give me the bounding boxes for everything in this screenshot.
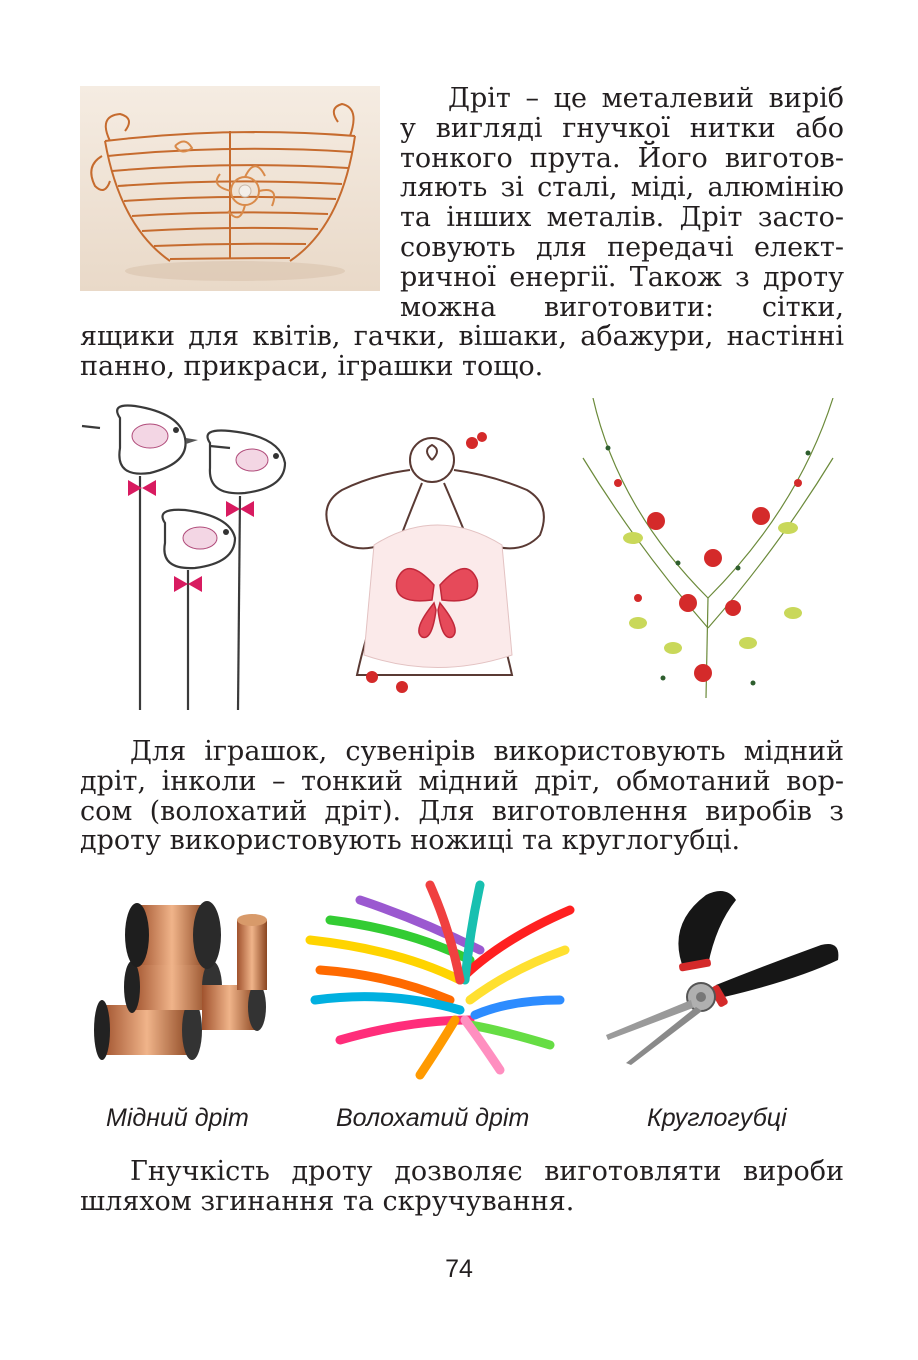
paragraph-flexibility xyxy=(80,1157,844,1217)
text-line: тонкого прута. Його виготов- xyxy=(400,142,844,174)
text-line: можна виготовити: сітки, xyxy=(400,291,844,323)
copper-wire-spools-photo xyxy=(92,885,280,1070)
wire-angel-photo xyxy=(312,405,564,700)
text-line: та інших металів. Дріт засто- xyxy=(400,202,844,234)
round-nose-pliers-photo xyxy=(596,885,842,1070)
wire-basket-photo xyxy=(80,86,380,291)
wire-birds-photo xyxy=(80,398,300,710)
caption-pliers: Круглогубці xyxy=(647,1104,787,1132)
page-number: 74 xyxy=(445,1255,473,1283)
caption-fluffy-wire: Волохатий дріт xyxy=(336,1104,530,1132)
text-line: ляють зі сталі, міді, алюмінію xyxy=(400,172,844,204)
text-line: у вигляді гнучкої нитки або xyxy=(400,112,844,144)
fluffy-wire-photo xyxy=(300,880,577,1080)
text-line: совують для передачі елект- xyxy=(400,231,844,263)
text-line: Гнучкість дроту дозволяє виготовляти вироби xyxy=(130,1156,844,1187)
text-line: дріт, інколи – тонкий мідний дріт, обмотаний вор- xyxy=(80,765,844,797)
wire-necklace-photo xyxy=(578,398,840,710)
paragraph-tools xyxy=(80,737,844,856)
text-line: сом (волохатий дріт). Для виготовлення виробів з xyxy=(80,795,844,827)
text-line: панно, прикраси, іграшки тощо. xyxy=(80,350,544,382)
text-line: Для іграшок, сувенірів використовують мідний xyxy=(130,736,844,767)
text-line: ящики для квітів, гачки, вішаки, абажури, настінні xyxy=(80,321,844,352)
text-line: Дріт – це металевий виріб xyxy=(448,83,844,114)
intro-full-width xyxy=(80,322,844,382)
intro-right-column xyxy=(400,84,844,322)
text-line: ричної енергії. Також з дроту xyxy=(400,261,844,293)
text-line: шляхом згинання та скручування. xyxy=(80,1185,575,1217)
text-line: дроту використовують ножиці та круглогубці. xyxy=(80,825,741,857)
caption-copper-wire: Мідний дріт xyxy=(106,1104,249,1132)
